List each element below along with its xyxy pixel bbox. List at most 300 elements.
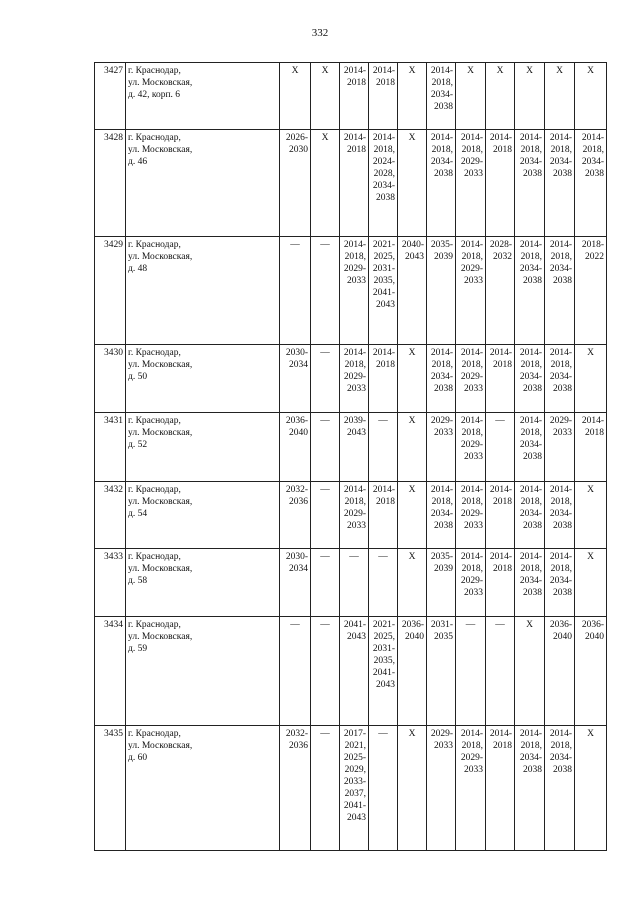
period-line: 2036- — [581, 620, 604, 630]
period-cell — [575, 63, 607, 130]
period-line: 2021, — [344, 741, 366, 751]
period-cell — [456, 726, 486, 851]
period-line: 2018, — [431, 497, 453, 507]
period-line: 2014- — [372, 485, 395, 495]
period-line: — — [320, 416, 330, 426]
period-line: X — [556, 66, 563, 76]
address-line: ул. Московская, — [128, 632, 193, 642]
period-line: 2038 — [376, 193, 395, 203]
address-line: д. 48 — [128, 264, 148, 274]
period-line: 2025- — [343, 753, 366, 763]
period-line: 2029, — [344, 765, 366, 775]
period-cell — [340, 549, 369, 617]
period-line: 2040 — [405, 632, 424, 642]
period-line: 2033 — [464, 384, 483, 394]
address-line: д. 42, корп. 6 — [128, 90, 181, 100]
period-line: 2036- — [549, 620, 572, 630]
period-cell — [515, 413, 545, 482]
period-line: 2014- — [372, 66, 395, 76]
period-line: 2034- — [430, 90, 453, 100]
period-line: — — [320, 729, 330, 739]
period-line: 2036 — [289, 497, 308, 507]
address-cell — [126, 482, 280, 549]
period-line: 2033 — [347, 384, 366, 394]
period-line: 2034- — [430, 509, 453, 519]
period-line: 2025, — [373, 632, 395, 642]
period-cell — [311, 237, 340, 345]
address-cell — [126, 63, 280, 130]
period-line: 2018, — [344, 360, 366, 370]
period-line: 2029- — [460, 509, 483, 519]
period-cell — [575, 413, 607, 482]
address-line: г. Краснодар, — [128, 552, 181, 562]
period-line: 2041- — [343, 620, 366, 630]
period-line: 2034- — [519, 509, 542, 519]
address-line: ул. Московская, — [128, 497, 193, 507]
address-line: г. Краснодар, — [128, 240, 181, 250]
period-line: 2029- — [460, 576, 483, 586]
period-line: 2035- — [430, 240, 453, 250]
period-cell — [369, 482, 398, 549]
period-line: 2018 — [347, 78, 366, 88]
period-line: 2014- — [519, 729, 542, 739]
address-line: д. 58 — [128, 576, 148, 586]
period-line: 2033- — [343, 777, 366, 787]
period-line: X — [408, 348, 416, 358]
period-cell — [486, 237, 515, 345]
row-number: 3427 — [95, 63, 126, 130]
address-line: г. Краснодар, — [128, 133, 181, 143]
period-line: 2034- — [549, 576, 572, 586]
period-line: 2018, — [520, 564, 542, 574]
address-line: г. Краснодар, — [128, 66, 181, 76]
period-cell — [398, 63, 427, 130]
period-line: 2018, — [461, 360, 483, 370]
period-cell — [311, 549, 340, 617]
period-line: 2028- — [489, 240, 512, 250]
period-cell — [369, 726, 398, 851]
period-cell — [575, 617, 607, 726]
period-line: 2041- — [372, 288, 395, 298]
address-line: ул. Московская, — [128, 78, 193, 88]
period-line: 2018, — [344, 497, 366, 507]
period-line: 2034- — [549, 509, 572, 519]
address-line: д. 59 — [128, 644, 148, 654]
period-cell — [340, 63, 369, 130]
address-line: ул. Московская, — [128, 741, 193, 751]
period-line: 2031- — [372, 264, 395, 274]
period-cell — [398, 413, 427, 482]
address-line: ул. Московская, — [128, 360, 193, 370]
period-line: 2014- — [519, 552, 542, 562]
period-line: 2033 — [347, 276, 366, 286]
address-line: д. 46 — [128, 157, 148, 167]
period-line: X — [291, 66, 299, 76]
period-line: 2018- — [581, 240, 604, 250]
table-body — [95, 63, 607, 851]
period-line: 2038 — [523, 521, 542, 531]
period-cell — [280, 482, 311, 549]
period-line: 2029- — [460, 157, 483, 167]
period-line: 2043 — [405, 252, 424, 262]
period-line: 2014- — [519, 133, 542, 143]
period-line: 2036- — [401, 620, 424, 630]
period-line: X — [408, 485, 416, 495]
period-line: 2034- — [549, 157, 572, 167]
period-line: 2014- — [581, 133, 604, 143]
period-cell — [280, 130, 311, 237]
period-cell — [280, 617, 311, 726]
period-line: 2014- — [460, 485, 483, 495]
period-cell — [575, 726, 607, 851]
period-cell — [427, 130, 456, 237]
period-line: 2018, — [373, 145, 395, 155]
period-line: X — [408, 552, 416, 562]
period-cell — [515, 130, 545, 237]
period-line: 2034- — [372, 181, 395, 191]
period-cell — [545, 482, 575, 549]
period-line: — — [378, 729, 388, 739]
period-line: 2026- — [285, 133, 308, 143]
table-row — [95, 130, 607, 237]
period-line: X — [408, 416, 416, 426]
period-line: 2029- — [343, 264, 366, 274]
period-cell — [427, 413, 456, 482]
period-line: 2018, — [550, 360, 572, 370]
period-line: 2018, — [520, 145, 542, 155]
period-line: 2018, — [520, 497, 542, 507]
period-line: 2038 — [523, 276, 542, 286]
period-line: 2033 — [553, 428, 572, 438]
period-line: 2034- — [519, 264, 542, 274]
period-cell — [515, 63, 545, 130]
period-line: 2014- — [372, 348, 395, 358]
period-cell — [575, 345, 607, 413]
period-line: 2014- — [489, 485, 512, 495]
period-line: 2014- — [343, 485, 366, 495]
period-line: 2014- — [430, 348, 453, 358]
address-line: ул. Московская, — [128, 145, 193, 155]
period-line: 2038 — [434, 169, 453, 179]
period-cell — [545, 63, 575, 130]
period-line: 2028, — [373, 169, 395, 179]
table-row — [95, 63, 607, 130]
period-line: 2029- — [430, 416, 453, 426]
period-cell — [340, 617, 369, 726]
period-cell — [340, 413, 369, 482]
period-cell — [486, 413, 515, 482]
period-line: 2014- — [489, 348, 512, 358]
period-line: 2014- — [460, 240, 483, 250]
period-line: 2029- — [460, 440, 483, 450]
period-line: 2018 — [585, 428, 604, 438]
period-line: — — [495, 416, 505, 426]
period-line: 2018 — [376, 497, 395, 507]
table-row — [95, 726, 607, 851]
period-cell — [280, 237, 311, 345]
period-line: 2014- — [430, 485, 453, 495]
period-cell — [545, 130, 575, 237]
period-line: 2018, — [461, 497, 483, 507]
period-cell — [369, 413, 398, 482]
period-line: 2018, — [550, 145, 572, 155]
period-line: 2018, — [431, 360, 453, 370]
period-cell — [280, 63, 311, 130]
period-line: 2018, — [520, 360, 542, 370]
period-cell — [311, 63, 340, 130]
address-line: д. 50 — [128, 372, 148, 382]
period-line: 2018, — [461, 428, 483, 438]
period-line: 2036- — [285, 416, 308, 426]
address-line: г. Краснодар, — [128, 729, 181, 739]
period-line: 2043 — [376, 680, 395, 690]
period-line: X — [587, 485, 594, 495]
address-cell — [126, 130, 280, 237]
period-line: 2038 — [553, 521, 572, 531]
period-cell — [340, 237, 369, 345]
period-line: 2040 — [553, 632, 572, 642]
period-line: 2014- — [430, 133, 453, 143]
period-line: 2029- — [460, 372, 483, 382]
period-line: 2038 — [434, 521, 453, 531]
period-line: X — [526, 66, 533, 76]
period-cell — [456, 482, 486, 549]
period-line: X — [408, 729, 416, 739]
period-line: 2014- — [460, 729, 483, 739]
period-line: 2014- — [549, 348, 572, 358]
period-cell — [398, 130, 427, 237]
period-line: 2034- — [549, 264, 572, 274]
period-line: 2018, — [520, 252, 542, 262]
period-line: — — [320, 240, 330, 250]
period-cell — [398, 345, 427, 413]
period-cell — [369, 63, 398, 130]
period-line: 2034- — [519, 576, 542, 586]
address-cell — [126, 237, 280, 345]
address-line: г. Краснодар, — [128, 485, 181, 495]
period-line: 2018, — [550, 252, 572, 262]
period-line: — — [320, 552, 330, 562]
period-line: 2034- — [549, 753, 572, 763]
period-line: X — [587, 348, 594, 358]
period-line: — — [290, 240, 300, 250]
period-line: 2017- — [343, 729, 366, 739]
period-line: 2014- — [581, 416, 604, 426]
period-cell — [280, 345, 311, 413]
period-line: 2035, — [373, 656, 395, 666]
period-line: 2018, — [582, 145, 604, 155]
period-line: 2030- — [285, 552, 308, 562]
period-line: 2043 — [347, 428, 366, 438]
period-line: 2018, — [550, 741, 572, 751]
period-cell — [280, 549, 311, 617]
period-line: 2018 — [493, 360, 512, 370]
period-cell — [427, 549, 456, 617]
registry-table — [94, 62, 607, 851]
period-line: 2029- — [460, 264, 483, 274]
address-cell — [126, 617, 280, 726]
period-line: X — [467, 66, 474, 76]
address-line: г. Краснодар, — [128, 348, 181, 358]
period-cell — [427, 726, 456, 851]
period-line: 2018, — [550, 564, 572, 574]
period-cell — [545, 726, 575, 851]
period-cell — [311, 726, 340, 851]
period-line: 2031- — [430, 620, 453, 630]
period-line: 2034- — [430, 372, 453, 382]
period-line: 2040- — [401, 240, 424, 250]
period-line: — — [378, 552, 388, 562]
period-line: X — [496, 66, 504, 76]
period-line: 2018, — [344, 252, 366, 262]
period-cell — [456, 237, 486, 345]
period-cell — [575, 130, 607, 237]
period-line: 2034- — [430, 157, 453, 167]
period-cell — [340, 482, 369, 549]
period-line: 2041- — [372, 668, 395, 678]
period-cell — [575, 482, 607, 549]
period-cell — [486, 63, 515, 130]
period-line: 2018, — [431, 145, 453, 155]
row-number: 3431 — [95, 413, 126, 482]
period-cell — [486, 617, 515, 726]
period-line: 2035 — [434, 632, 453, 642]
period-cell — [545, 617, 575, 726]
period-line: 2014- — [430, 66, 453, 76]
period-line: X — [321, 66, 329, 76]
period-line: — — [465, 620, 476, 630]
address-line: д. 54 — [128, 509, 148, 519]
address-cell — [126, 413, 280, 482]
period-cell — [545, 549, 575, 617]
period-line: 2032- — [285, 729, 308, 739]
period-line: 2030- — [285, 348, 308, 358]
row-number: 3435 — [95, 726, 126, 851]
address-line: д. 60 — [128, 753, 148, 763]
period-line: 2018 — [493, 741, 512, 751]
period-cell — [369, 237, 398, 345]
period-line: 2040 — [585, 632, 604, 642]
period-line: 2014- — [460, 133, 483, 143]
table-row — [95, 617, 607, 726]
period-line: 2014- — [489, 133, 512, 143]
period-line: 2039- — [343, 416, 366, 426]
period-line: 2033 — [434, 428, 453, 438]
period-line: 2032- — [285, 485, 308, 495]
period-line: 2033 — [347, 521, 366, 531]
period-line: 2043 — [347, 632, 366, 642]
period-line: 2025, — [373, 252, 395, 262]
period-line: X — [408, 66, 416, 76]
address-line: ул. Московская, — [128, 428, 193, 438]
period-line: 2036 — [289, 741, 308, 751]
period-cell — [545, 413, 575, 482]
period-line: 2038 — [553, 276, 572, 286]
period-cell — [486, 482, 515, 549]
period-cell — [369, 617, 398, 726]
period-line: 2014- — [343, 348, 366, 358]
period-cell — [398, 482, 427, 549]
table-row — [95, 237, 607, 345]
period-cell — [515, 237, 545, 345]
period-cell — [545, 345, 575, 413]
period-line: 2014- — [460, 416, 483, 426]
period-line: 2014- — [549, 552, 572, 562]
period-line: 2024- — [372, 157, 395, 167]
period-cell — [486, 345, 515, 413]
period-line: 2014- — [343, 240, 366, 250]
period-line: 2041- — [343, 801, 366, 811]
period-line: 2014- — [519, 416, 542, 426]
period-line: 2043 — [376, 300, 395, 310]
period-line: 2043 — [347, 813, 366, 823]
period-line: 2033 — [464, 276, 483, 286]
period-line: 2038 — [553, 384, 572, 394]
period-line: 2029- — [343, 372, 366, 382]
period-cell — [427, 482, 456, 549]
period-line: 2038 — [553, 588, 572, 598]
period-line: 2018 — [493, 564, 512, 574]
period-line: X — [587, 729, 594, 739]
period-cell — [427, 63, 456, 130]
period-cell — [486, 726, 515, 851]
period-cell — [427, 617, 456, 726]
period-line: 2034- — [519, 440, 542, 450]
period-line: 2018, — [461, 252, 483, 262]
period-cell — [515, 345, 545, 413]
period-line: 2021- — [372, 240, 395, 250]
period-cell — [311, 345, 340, 413]
period-line: — — [320, 348, 330, 358]
period-line: 2034 — [289, 360, 308, 370]
period-line: 2022 — [585, 252, 604, 262]
period-line: 2029- — [460, 753, 483, 763]
period-line: 2014- — [460, 552, 483, 562]
period-line: 2029- — [430, 729, 453, 739]
table-row — [95, 482, 607, 549]
period-cell — [369, 345, 398, 413]
address-line: г. Краснодар, — [128, 416, 181, 426]
period-cell — [545, 237, 575, 345]
period-line: 2037, — [344, 789, 366, 799]
page-number: 332 — [311, 27, 329, 39]
period-line: 2039 — [434, 252, 453, 262]
period-cell — [515, 617, 545, 726]
period-line: 2038 — [523, 169, 542, 179]
period-cell — [340, 345, 369, 413]
period-cell — [575, 549, 607, 617]
period-line: 2034- — [519, 372, 542, 382]
period-line: 2014- — [549, 485, 572, 495]
period-line: X — [587, 66, 594, 76]
period-line: 2034 — [289, 564, 308, 574]
address-line: ул. Московская, — [128, 564, 193, 574]
period-line: 2014- — [549, 133, 572, 143]
period-cell — [398, 617, 427, 726]
period-line: 2038 — [585, 169, 604, 179]
period-line: 2033 — [464, 765, 483, 775]
period-cell — [456, 345, 486, 413]
period-line: 2029- — [549, 416, 572, 426]
period-line: 2014- — [372, 133, 395, 143]
table-row — [95, 549, 607, 617]
period-line: 2014- — [549, 729, 572, 739]
period-cell — [456, 413, 486, 482]
period-line: — — [378, 416, 388, 426]
period-cell — [369, 549, 398, 617]
period-line: X — [321, 133, 329, 143]
period-cell — [311, 617, 340, 726]
